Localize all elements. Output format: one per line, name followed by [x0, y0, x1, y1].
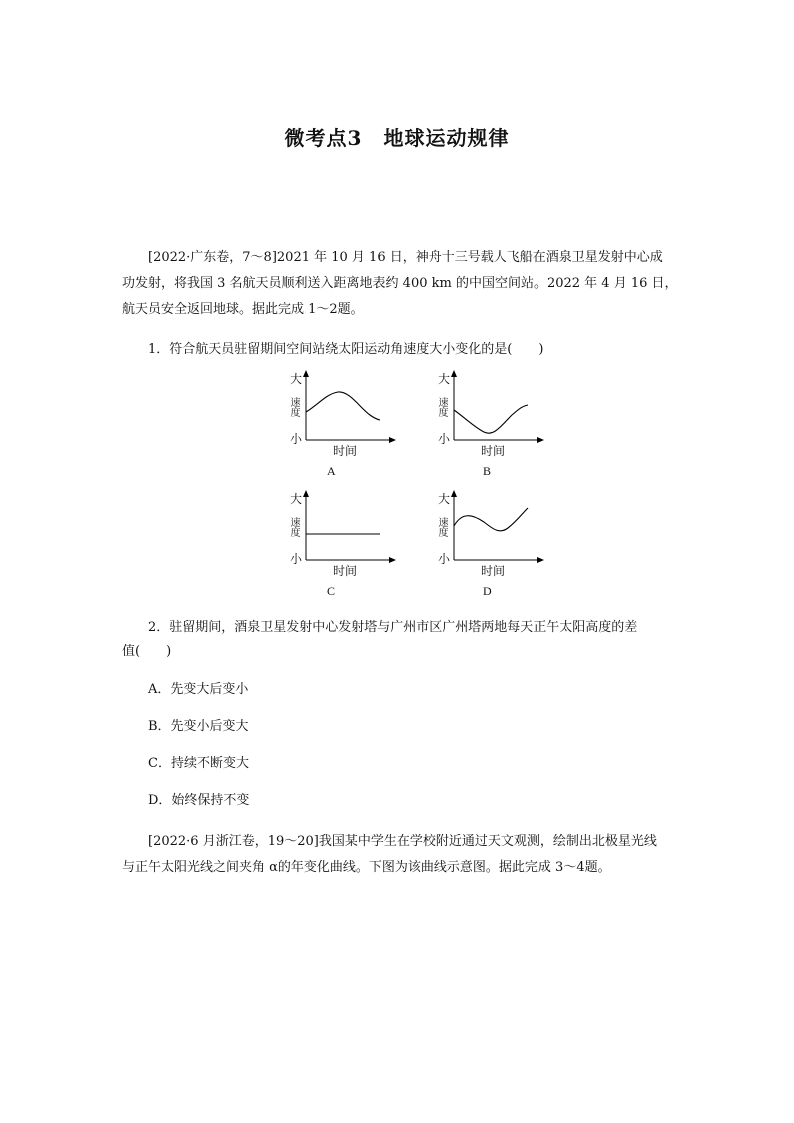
- graph-d-y-bottom: 小: [438, 552, 451, 566]
- graph-c-y-top: 大: [290, 492, 303, 506]
- graph-a: [288, 370, 398, 478]
- graph-b-y-bottom: 小: [438, 432, 451, 446]
- graph-a-y-top: 大: [290, 372, 303, 386]
- graph-b-curve: [454, 405, 528, 433]
- graph-b: [436, 370, 546, 478]
- graph-c-label: C: [327, 584, 336, 598]
- graph-c-y-bottom: 小: [290, 552, 303, 566]
- graph-b-label: B: [483, 464, 492, 478]
- intro-2-line-1: [2022·6 月浙江卷，19～20]我国某中学生在学校附近通过天文观测，绘制出北极星光线: [148, 834, 657, 849]
- graph-a-label: A: [327, 464, 336, 478]
- question-2-stem-line-1: 2．驻留期间，酒泉卫星发射中心发射塔与广州市区广州塔两地每天正午太阳高度的差: [148, 620, 638, 635]
- question-2-option-d: D．始终保持不变: [148, 793, 250, 808]
- graph-d-x-axis: 时间: [481, 564, 506, 578]
- graph-b-x-axis: 时间: [481, 444, 506, 458]
- page-title: 微考点3 地球运动规律: [284, 126, 510, 150]
- graph-a-y-bottom: 小: [290, 432, 303, 446]
- graph-d: [436, 490, 546, 598]
- graph-c-y-axis: 速度: [288, 517, 299, 537]
- graph-b-y-top: 大: [438, 372, 451, 386]
- graph-c-x-axis: 时间: [333, 564, 358, 578]
- intro-1-line-1: [2022·广东卷，7～8]2021 年 10 月 16 日，神舟十三号载人飞船在酒泉卫星发射中心成: [148, 250, 663, 265]
- question-2-option-a: A．先变大后变小: [148, 682, 249, 697]
- question-2-stem-line-2: 值( ): [122, 644, 172, 659]
- intro-2-line-2: 与正午太阳光线之间夹角 α的年变化曲线。下图为该曲线示意图。据此完成 3～4题。: [122, 860, 611, 875]
- graph-c: [288, 490, 398, 598]
- intro-1-line-3: 航天员安全返回地球。据此完成 1～2题。: [122, 302, 364, 317]
- graph-d-y-axis: 速度: [436, 517, 447, 537]
- intro-1-line-2: 功发射，将我国 3 名航天员顺利送入距离地表约 400 km 的中国空间站。2022 年 4 月 16 日，: [122, 276, 678, 291]
- graph-a-curve: [306, 392, 380, 420]
- question-2-option-b: B．先变小后变大: [148, 719, 249, 734]
- graph-d-y-top: 大: [438, 492, 451, 506]
- graph-c-plot: [288, 490, 398, 570]
- graph-a-y-axis: 速度: [288, 397, 299, 417]
- graph-d-curve: [454, 508, 528, 531]
- graph-d-label: D: [483, 584, 492, 598]
- question-2-option-c: C．持续不断变大: [148, 756, 249, 771]
- graph-a-x-axis: 时间: [333, 444, 358, 458]
- graph-a-plot: [288, 370, 398, 450]
- graph-b-y-axis: 速度: [436, 397, 447, 417]
- question-1-stem: 1．符合航天员驻留期间空间站绕太阳运动角速度大小变化的是( ): [148, 342, 544, 357]
- graph-d-plot: [436, 490, 546, 570]
- graph-b-plot: [436, 370, 546, 450]
